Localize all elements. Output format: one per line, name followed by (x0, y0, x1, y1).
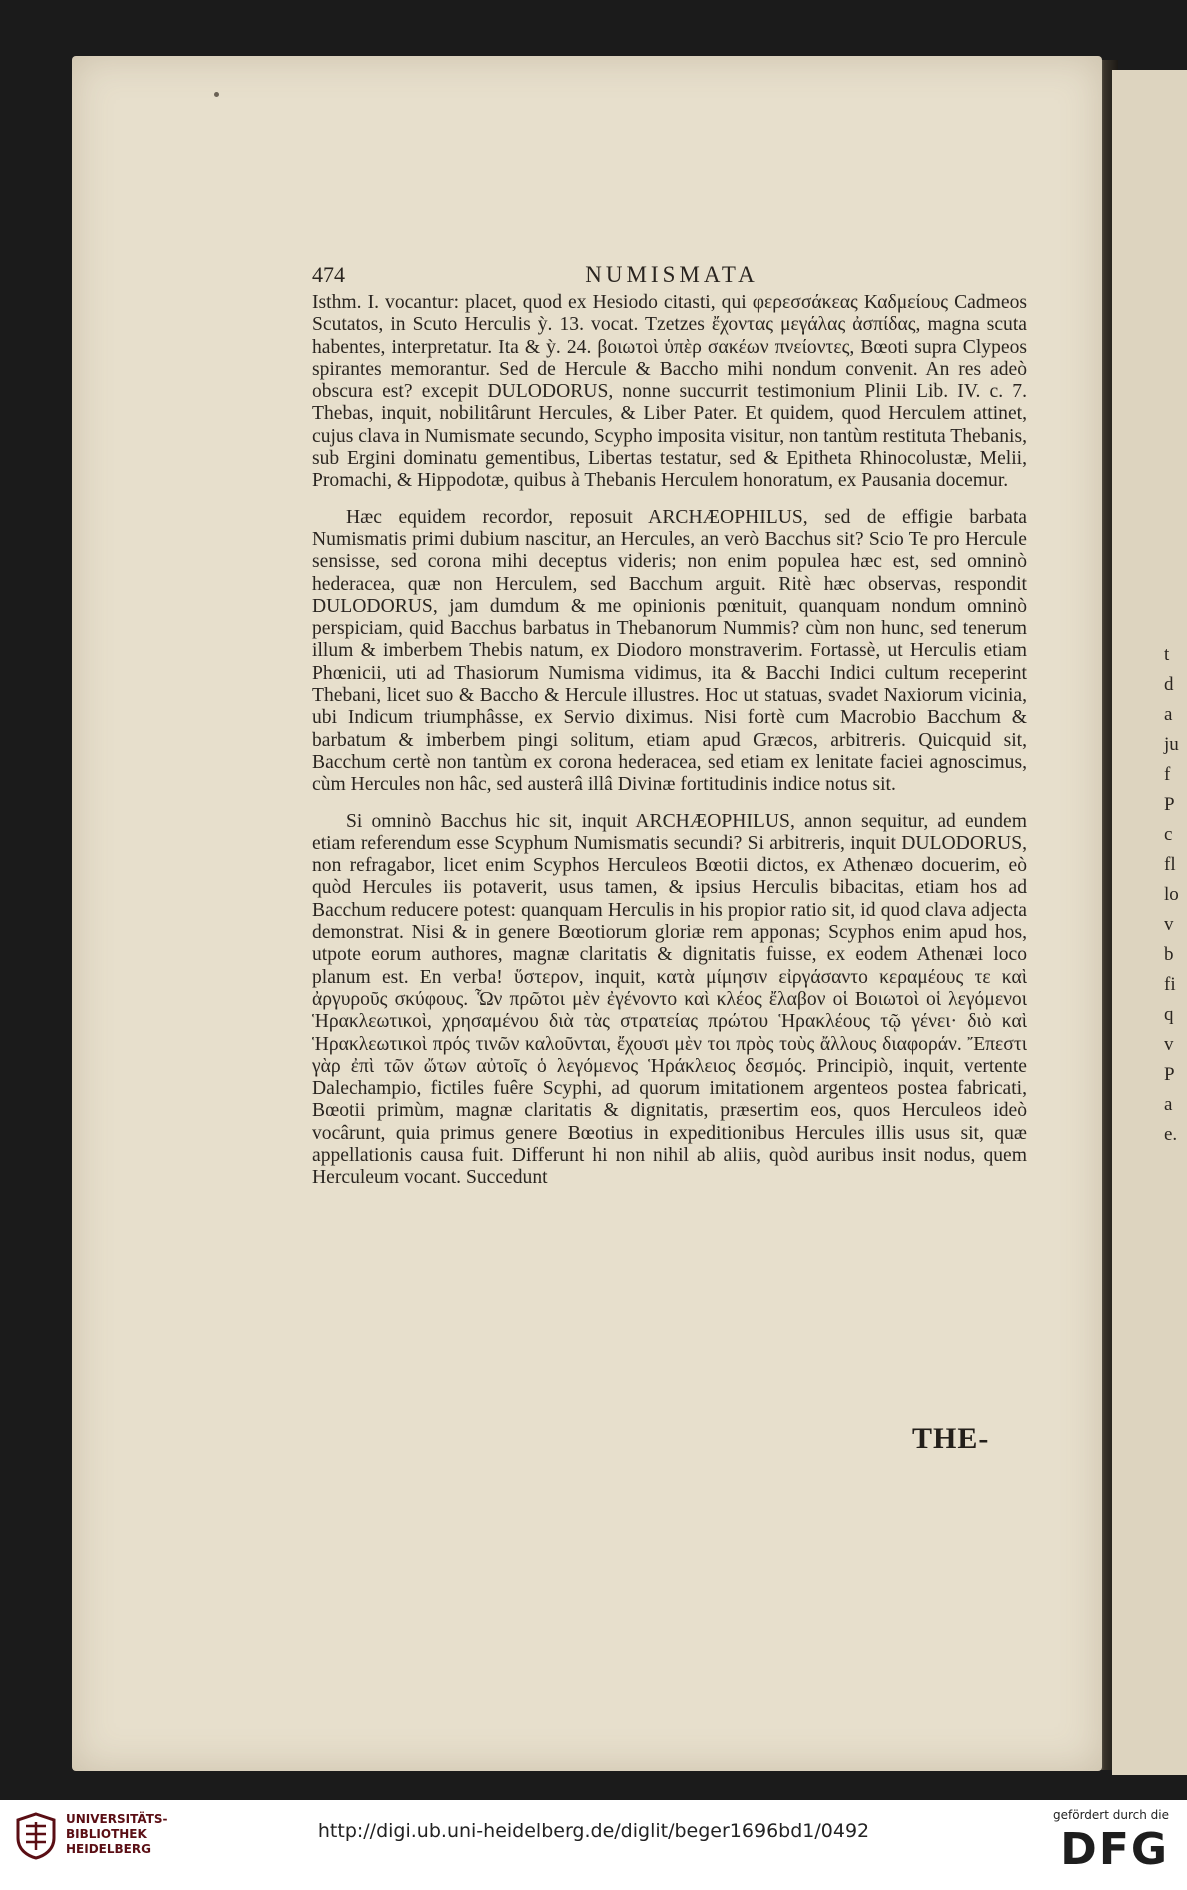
adjacent-fragment: e. (1164, 1124, 1178, 1145)
viewer-footer (0, 1800, 1187, 1890)
page-header (312, 262, 1032, 292)
adjacent-fragment: lo (1164, 884, 1179, 905)
permalink-url[interactable]: http://digi.ub.uni-heidelberg.de/diglit/beger1696bd1/0492 (317, 1820, 870, 1842)
paragraph-2: Hæc equidem recordor, reposuit ARCHÆOPHILUS, sed de effigie barbata Numismatis primi dubium nascitur, an Hercules, an verò Bacchus sit? Scio Te pro Hercule sensisse, sed corona mihi deceptus videris; non enim populea hæc est, sed omninò hederacea, quæ non Herculem, sed Bacchum arguit. Ritè hæc observas, respondit DULODORUS, jam dumdum & me opinionis pœnituit, quanquam nondum omninò perspiciam, quid Bacchus barbatus in Thebanorum Nummis? cùm non hunc, sed tenerum illum & imberbem Thebis natum, ex Diodoro monstraverim. Fortassè, ut Herculis etiam Phœnicii, uti ad Thasiorum Numisma vidimus, ita & Bacchi Indici cultum receperint Thebani, licet suo & Baccho & Hercule illustres. Hoc ut statuas, svadet Naxiorum vicinia, ubi Indicum triumphâsse, ex Servio diximus. Nisi fortè cum Macrobio Bacchum & barbatum & imberbem pingi solitum, etiam apud Græcos, arbitreris. Quicquid sit, Bacchum certè non tantùm ex corona hederacea, sed etiam ex lenitate faciei agnoscimus, cùm Hercules non hâc, sed austerâ illâ Divinæ fortitudinis indice notus sit. (312, 506, 1027, 796)
adjacent-fragment: a (1164, 1094, 1173, 1115)
catchword: THE- (912, 1422, 990, 1455)
paragraph-1: Isthm. I. vocantur: placet, quod ex Hesiodo citasti, qui φερεσσάκεας Καδμείους Cadmeos Scutatos, in Scuto Herculis ỳ. 13. vocat. Tzetzes ἔχοντας μεγάλας ἀσπίδας, magna scuta habentes, interpretatur. Ita & ỳ. 24. βοιωτοὶ ὑπὲρ σακέων πνείοντες, Bœoti supra Clypeos spirantes memorantur. Sed de Hercule & Baccho mihi nondum convenit. An res adeò obscura est? excepit DULODORUS, nonne succurrit testimonium Plinii Lib. IV. c. 7. Thebas, inquit, nobilitârunt Hercules, & Liber Pater. Et quidem, quod Herculem attinet, cujus clava in Numismate secundo, Scypho imposita visitur, non tantùm restituta Thebanis, sub Ergini dominatu gementibus, Libertas testatur, sed & Epitheta Rhinocolustæ, Melii, Promachi, & Hippodotæ, quibus à Thebanis Herculem honoratum, ex Pausania docemur. (312, 292, 1027, 492)
page-number: 474 (312, 262, 345, 287)
adjacent-page-fragments (1164, 640, 1184, 1150)
paragraph-3: Si omninò Bacchus hic sit, inquit ARCHÆOPHILUS, annon sequitur, ad eundem etiam referendum esse Scyphum Numismatis secundi? Si arbitreris, inquit DULODORUS, non refragabor, licet enim Scyphos Herculeos Bœotii dictos, ex Athenæo docuerim, eò quòd Hercules iis potaverit, usus tamen, & ipsius Herculis bibacitas, etiam hos ad Bacchum reducere potest: quanquam Herculis in his propior ratio sit, id quod clava adjecta demonstrat. Nisi & in genere Bœotiorum gloriæ rem apponas; Scyphos enim apud hos, utpote eorum authores, magnæ claritatis & dignitatis fuisse, ex eodem Athenæi loco planum est. En verba! ὕστερον, inquit, κατὰ μίμησιν εἰργάσαντο κεραμέους τε καὶ ἀργυροῦς σκύφους. Ὧν πρῶτοι μὲν ἐγένοντο καὶ κλέος ἔλαβον οἱ Βοιωτοὶ οἱ λεγόμενοι Ἡρακλεωτικοὶ, χρησαμένου διὰ τὰς στρατείας πρώτου Ἡρακλέους τῷ γένει· διὸ καὶ Ἡρακλεωτικοὶ πρός τινῶν καλοῦνται, ἔχουσι μὲν τοι πρὸς τοὺς ἄλλους διαφοράν. Ἔπεστι γὰρ ἐπὶ τῶν ὤτων αὐτοῖς ὁ λεγόμενος Ἡράκλειος δεσμός. Principiò, inquit, vertente Dalechampio, fictiles fuêre Scyphi, ad quorum imitationem argenteos postea fabricati, Bœotii primùm, magnæ claritatis & dignitatis, præsertim eos, quos Herculeos ideò vocârunt, quia primus genere Bœotius in expeditionibus Hercules illis usus sit, quæ appellationis causa fuit. Differunt hi non nihil ab aliis, quòd auribus insit nodus, quem Herculeum vocant. Succedunt (312, 810, 1027, 1189)
running-head: NUMISMATA (585, 262, 759, 287)
adjacent-fragment: q (1164, 1004, 1174, 1025)
dfg-logo: DFG (1060, 1824, 1169, 1875)
adjacent-fragment: v (1164, 914, 1174, 935)
adjacent-fragment: P (1164, 1064, 1175, 1085)
adjacent-fragment: a (1164, 704, 1173, 725)
sponsor-label: gefördert durch die (1053, 1808, 1169, 1822)
adjacent-fragment: c (1164, 824, 1173, 845)
adjacent-fragment: P (1164, 794, 1175, 815)
paper-speck (214, 92, 219, 97)
institution-line: BIBLIOTHEK (66, 1827, 147, 1841)
adjacent-fragment: ju (1164, 734, 1179, 755)
institution-line: UNIVERSITÄTS- (66, 1812, 168, 1826)
adjacent-fragment: fl (1164, 854, 1176, 875)
adjacent-fragment: f (1164, 764, 1171, 785)
adjacent-fragment: t (1164, 644, 1170, 665)
adjacent-fragment: d (1164, 674, 1174, 695)
adjacent-fragment: fi (1164, 974, 1176, 995)
adjacent-fragment: v (1164, 1034, 1174, 1055)
institution-line: HEIDELBERG (66, 1842, 151, 1856)
adjacent-page-edge (1112, 70, 1187, 1775)
page-body (312, 292, 1027, 1190)
adjacent-fragment: b (1164, 944, 1174, 965)
